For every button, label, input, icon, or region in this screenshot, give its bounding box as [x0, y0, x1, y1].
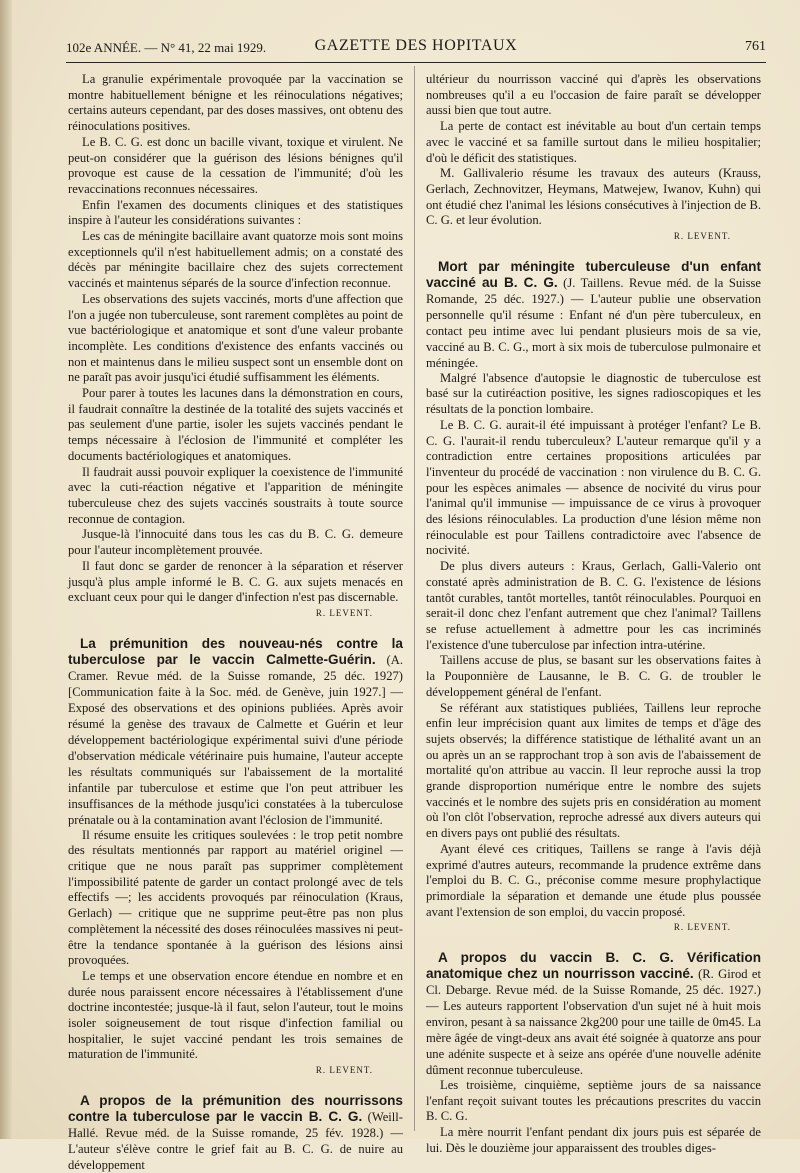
paragraph: Il faudrait aussi pouvoir expliquer la coexistence de l'immunité avec la cuti-réaction négative et l'apparition de méningite tuberculeuse chez des sujets vaccinés soustraits à toute source reconnue de contagion. — [68, 464, 403, 526]
paragraph: Enfin l'examen des documents cliniques et des statistiques inspire à l'auteur les considérations suivantes : — [68, 197, 403, 228]
page-header — [66, 36, 766, 58]
signature: R. LEVENT. — [315, 1065, 373, 1076]
article-heading — [426, 950, 761, 1078]
article-heading — [68, 1093, 403, 1173]
article-reference: (R. Girod et Cl. Debarge. Revue méd. de la Suisse Romande, 25 déc. 1927.) — Les auteurs rapportent l'observation d'un sujet né à huit mois environ, pesant à sa naissance 2kg200 pour une taille de 0m45. La mère âgée de vingt-deux ans avait été soignée à quatorze ans pour une adénite suspecte et à seize ans opérée d'une nouvelle adénite dûment reconnue tuberculeuse. — [426, 967, 761, 1078]
paragraph: La granulie expérimentale provoquée par la vaccination se montre habituellement bénigne et les réinoculations négatives; certains auteurs cependant, par des doses massives, ont obtenu des réinoculations positives. — [68, 72, 403, 134]
paragraph: M. Gallivalerio résume les travaux des auteurs (Krauss, Gerlach, Zechnovitzer, Heymans, Matwejew, Iwanov, Kuhn) qui ont étudié chez l'animal les lésions consécutives à l'injection de B. C. G. et leur évolution. — [426, 166, 761, 228]
article-heading — [426, 259, 761, 371]
paragraph: Se référant aux statistiques publiées, Taillens leur reproche enfin leur imprécision quant aux limites de temps et d'âge des sujets observés; la différence statistique de léthalité avant un an ou après un an se rapprochant trop à son avis de l'abaissement de mortalité qu'on attribue au vaccin. Il leur reproche aussi la trop grande disproportion numérique entre le nombre des sujets vaccinés et le nombre des sujets pris en considération au moment où l'on clôt l'observation, reproche adressé aux divers auteurs qui en divers pays ont publié des résultats. — [426, 700, 761, 841]
article-reference: (A. Cramer. Revue méd. de la Suisse romande, 25 déc. 1927) [Communication faite à la Soc. méd. de Genève, juin 1927.] — Exposé des observations et des opinions publiées. Après avoir résumé la genèse des travaux de Calmette et Guérin et leur développement bactériologique expérimental suivi d'une période d'observation médicale vétérinaire puis humaine, l'auteur accepte les résultats communiqués sur l'abaissement de la mortalité infantile par tuberculose et estime que l'on peut attribuer les insuffisances de la méthode jusqu'ici constatées à la tuberculose prénatale ou à la contamination avant l'éclosion de l'immunité. — [68, 652, 403, 827]
paragraph: ultérieur du nourrisson vacciné qui d'après les observations nombreuses qu'il a eu l'occasion de faire paraît se développer aussi bien que tout autre. — [426, 72, 761, 118]
paragraph: Il faut donc se garder de renoncer à la séparation et réserver jusqu'à plus ample informé le B. C. G. aux sujets menacés en excluant ceux pour qui le danger d'infection n'est pas discernable. — [68, 558, 403, 605]
issue-info: 102e ANNÉE. — N° 41, 22 mai 1929. — [66, 40, 267, 55]
signature: R. LEVENT. — [315, 607, 373, 618]
article-reference: (J. Taillens. Revue méd. de la Suisse Romande, 25 déc. 1927.) — L'auteur publie une observation personnelle qu'il résume : Enfant né d'un père tuberculeux, en contact peu intime avec lui pendant plusieurs mois de sa vie, vacciné au B. C. G., mort à six mois de tuberculose pulmonaire et méningée. — [426, 275, 762, 370]
article-title: A propos de la prémunition des nourrissons contre la tuberculose par le vaccin B. C. G. — [68, 1092, 403, 1124]
paragraph: La mère nourrit l'enfant pendant dix jours puis est séparée de lui. Dès le douzième jour apparaissent des troubles diges- — [426, 1125, 761, 1155]
paragraph: Il résume ensuite les critiques soulevées : le trop petit nombre des résultats mentionnés par rapport au matériel originel — critique que ne nous paraît pas supprimer complètement l'impossibilité patente de garder un contact prolongé avec de tels effectifs —; les accidents provoqués par réinoculation (Kraus, Gerlach) — critique que ne supprime peut-être pas non plus complètement la nécessité des doses réinoculées massives ni peut-être la tendance spontanée à la guérison des lésions ainsi provoquées. — [68, 827, 403, 968]
page-number: 761 — [745, 39, 766, 54]
article-title: La prémunition des nouveau-nés contre la tuberculose par le vaccin Calmette-Guérin. — [68, 635, 403, 667]
article-heading — [68, 636, 403, 828]
paragraph: Pour parer à toutes les lacunes dans la démonstration en cours, il faudrait connaître la destinée de la totalité des sujets vaccinés et pas seulement d'une partie, isoler les sujets vaccinés pendant le temps nécessaire à l'éclosion de l'immunité et compléter les documents bactériologiques et anatomiques. — [68, 386, 403, 463]
paragraph: Les cas de méningite bacillaire avant quatorze mois sont moins exceptionnels qu'il n'est habituellement admis; on a constaté des décès par méningite bacillaire chez des sujets correctement vaccinés et maintenus séparés de la source d'infection reconnue. — [68, 229, 403, 291]
signature: R. LEVENT. — [673, 231, 731, 242]
paragraph: De plus divers auteurs : Kraus, Gerlach, Galli-Valerio ont constaté après administration de B. C. G. l'existence de lésions tantôt curables, tantôt mortelles, tantôt réinoculables. Pourquoi en serait-il donc chez l'enfant autrement que chez l'animal? Taillens se refuse actuellement à admettre pour les cas incriminés l'existence d'une tuberculose par infection intra-utérine. — [426, 559, 761, 652]
article-title: Mort par méningite tuberculeuse d'un enfant vacciné au B. C. G. — [426, 258, 761, 290]
paragraph: Les troisième, cinquième, septième jours de sa naissance l'enfant reçoit suivant toutes les précautions prescrites du vaccin B. C. G. — [426, 1078, 761, 1124]
paragraph: Les observations des sujets vaccinés, morts d'une affection que l'on a jugée non tuberculeuse, sont rarement complètes au point de vue bactériologique et anatomique et sont d'une valeur probante incomplète. Les conditions d'existence des enfants vaccinés ou non et maintenus dans le milieu suspect sont un ensemble dont on ne paraît pas avoir jusqu'ici étudié suffisamment les éléments. — [68, 291, 403, 385]
page-binding-shadow — [0, 0, 12, 1139]
paragraph: La perte de contact est inévitable au bout d'un certain temps avec le vacciné et sa famille surtout dans le milieu hospitalier; d'où le déficit des statistiques. — [426, 119, 761, 165]
left-column — [68, 72, 403, 1173]
paragraph: Ayant élevé ces critiques, Taillens se range à l'avis déjà exprimé d'autres auteurs, recommande la prudence extrême dans l'emploi du B. C. G., préconise comme mesure prophylactique primordiale la séparation et demande une étude plus poussée avant l'extension de son emploi, du vaccin proposé. — [426, 841, 761, 919]
journal-title: GAZETTE DES HOPITAUX — [314, 37, 518, 54]
paragraph: Taillens accuse de plus, se basant sur les observations faites à la Pouponnière de Lausanne, le B. C. G. de troubler le développement général de l'enfant. — [426, 653, 761, 699]
header-rule — [66, 62, 766, 63]
article-title: A propos du vaccin B. C. G. Vérification anatomique chez un nourrisson vacciné. — [426, 950, 761, 982]
article-reference: (Weill-Hallé. Revue méd. de la Suisse romande, 25 fév. 1928.) — L'auteur s'élève contre le grief fait au B. C. G. de nuire au développement — [68, 1109, 403, 1172]
paragraph: Le temps et une observation encore étendue en nombre et en durée nous paraissent encore nécessaires à l'établissement d'une doctrine incontestée; jusque-là il faut, selon l'auteur, tout le moins isoler soigneusement de tout risque d'infection familial ou hospitalier, le sujet vacciné pendant les trois semaines de maturation de l'immunité. — [68, 968, 403, 1062]
paragraph: Malgré l'absence d'autopsie le diagnostic de tuberculose est basé sur la cutiréaction positive, les signes radioscopiques et les résultats de la ponction lombaire. — [426, 370, 761, 417]
paragraph: Le B. C. G. est donc un bacille vivant, toxique et virulent. Ne peut-on considérer que la guérison des lésions bénignes qu'il provoque est cause de la cessation de l'immunité; d'où les revaccinations reconnues nécessaires. — [68, 134, 403, 196]
paragraph: Le B. C. G. aurait-il été impuissant à protéger l'enfant? Le B. C. G. l'aurait-il rendu tuberculeux? L'auteur remarque qu'il y a contradiction entre certaines propositions articulées par l'inventeur du procédé de vaccination : non virulence du B. C. G. pour les espèces animales — absence de nocivité du virus pour l'animal qu'il immunise — impuissance de ce virus à provoquer des lésions réinoculables. La production d'une lésion même non réinoculable est pour Taillens contradictoire avec l'absence de nocivité. — [426, 417, 761, 558]
column-divider — [414, 66, 415, 1131]
right-column — [426, 72, 761, 1157]
paragraph: Jusque-là l'innocuité dans tous les cas du B. C. G. demeure pour l'auteur incomplètement prouvée. — [68, 527, 403, 558]
signature: R. LEVENT. — [673, 922, 731, 933]
